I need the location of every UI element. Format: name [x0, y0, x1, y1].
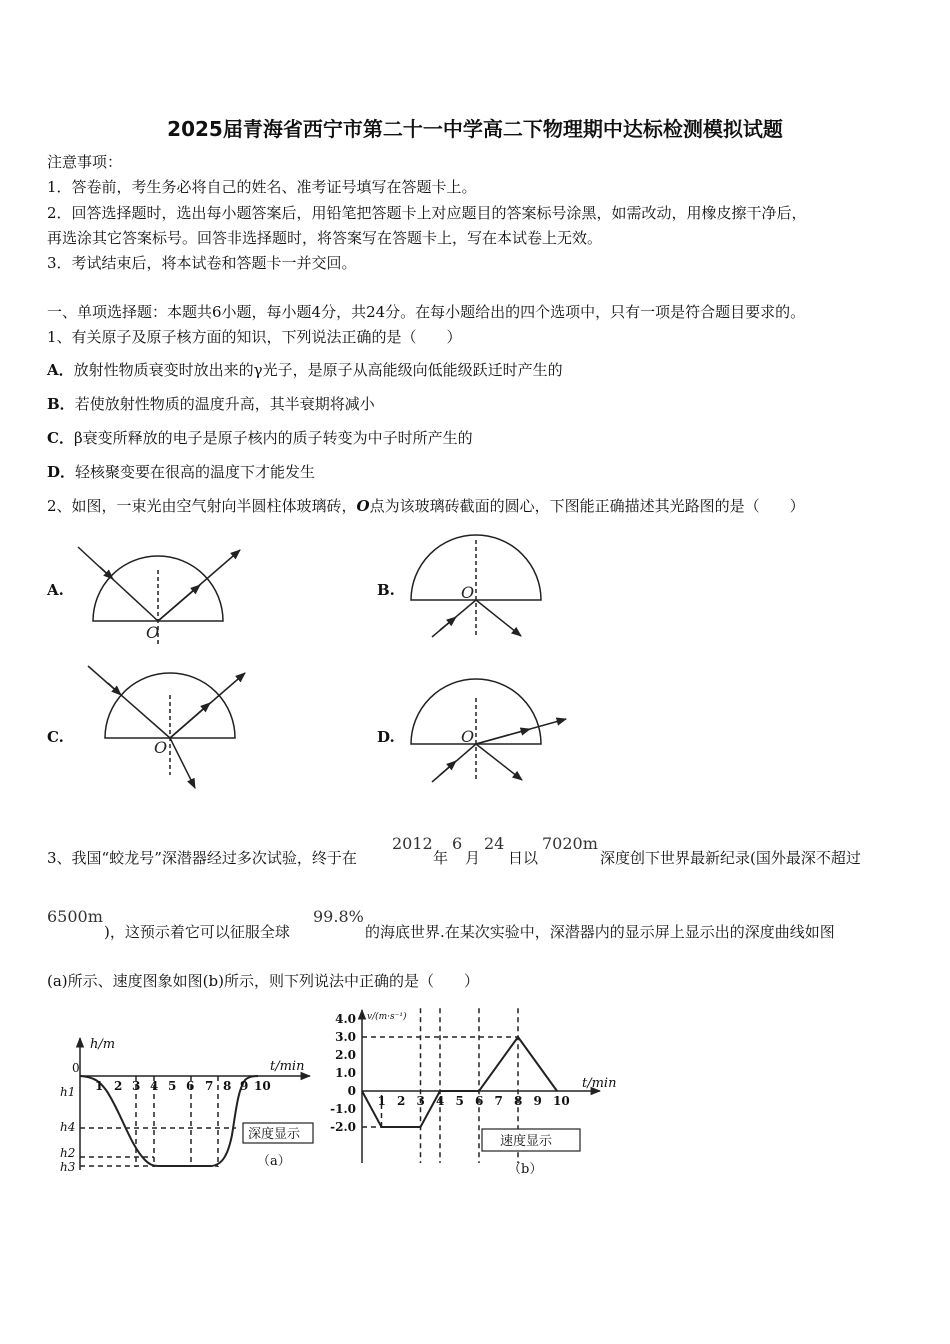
- x-tick: 4: [150, 1079, 159, 1093]
- x-tick-labels: [95, 1079, 271, 1093]
- option-label: C．: [47, 429, 74, 447]
- y-axis-label: v/(m·s⁻¹): [367, 1012, 407, 1022]
- y-tick: h3: [60, 1160, 76, 1174]
- diagram-c: [88, 666, 245, 788]
- q2-stem-o: O: [356, 497, 370, 515]
- velocity-curve: [362, 1037, 557, 1127]
- notice-item: 1．答卷前，考生务必将自己的姓名、准考证号填写在答题卡上。: [47, 178, 477, 196]
- x-tick: 2: [397, 1094, 406, 1108]
- q1-option-b: [47, 395, 375, 413]
- option-text: β衰变所释放的电子是原子核内的质子转变为中子时所产生的: [73, 429, 473, 447]
- q3-day: 24: [484, 834, 505, 853]
- q2-stem-pre: 2、如图，一束光由空气射向半圆柱体玻璃砖，: [47, 497, 357, 515]
- y-tick-labels: [60, 1085, 76, 1174]
- x-tick: 6: [475, 1094, 484, 1108]
- x-tick: 1: [377, 1094, 386, 1108]
- x-tick: 7: [205, 1079, 214, 1093]
- x-tick: 3: [132, 1079, 141, 1093]
- refracted-ray: [170, 738, 195, 788]
- option-label: A．: [47, 361, 74, 379]
- ray-arrow: [158, 585, 200, 621]
- ray-arrow: [440, 761, 456, 775]
- q3-year: 2012: [392, 834, 433, 853]
- page-title: 2025届青海省西宁市第二十一中学高二下物理期中达标检测模拟试题: [167, 117, 783, 141]
- y-tick-labels: [330, 1012, 356, 1134]
- option-text: 若使放射性物质的温度升高，其半衰期将减小: [74, 395, 375, 413]
- x-tick: 6: [186, 1079, 195, 1093]
- reflected-ray: [476, 744, 522, 780]
- q3-ri-yi: 日以: [508, 849, 539, 867]
- notice-item: 3．考试结束后，将本试卷和答题卡一并交回。: [47, 254, 357, 272]
- q3-yue: 月: [465, 849, 481, 867]
- x-tick: 1: [95, 1079, 104, 1093]
- q3-month: 6: [452, 834, 463, 853]
- diagram-b: [411, 535, 541, 637]
- q2-diagrams: [0, 530, 620, 800]
- q3-depth: 7020m: [542, 834, 598, 853]
- y-tick: h1: [60, 1085, 76, 1099]
- notice-heading: 注意事项：: [47, 153, 123, 171]
- chart-title: 深度显示: [248, 1127, 301, 1142]
- y-tick: 3.0: [335, 1030, 356, 1044]
- diagram-d: [411, 679, 566, 782]
- reflected-ray: [476, 600, 521, 636]
- y-tick: 2.0: [335, 1048, 356, 1062]
- x-tick: 9: [240, 1079, 249, 1093]
- q2-option-a-label: A.: [47, 581, 64, 599]
- q3-line1-pre: 3、我国“蛟龙号”深潜器经过多次试验，终于在: [47, 849, 357, 867]
- y-tick: h2: [60, 1146, 76, 1160]
- notice-item: 2．回答选择题时，选出每小题答案后，用铅笔把答题卡上对应题目的答案标号涂黑，如需改动，用橡皮擦干净后，: [47, 204, 807, 222]
- notice-item: 再选涂其它答案标号。回答非选择题时，将答案写在答题卡上，写在本试卷上无效。: [47, 229, 603, 247]
- depth-chart: [50, 1030, 320, 1180]
- chart-title: 速度显示: [500, 1134, 553, 1149]
- x-tick: 2: [114, 1079, 123, 1093]
- q2-option-b-label: B.: [377, 581, 395, 599]
- x-tick: 5: [168, 1079, 177, 1093]
- center-label: O: [146, 623, 160, 642]
- q3-depth2: 6500m: [47, 907, 103, 926]
- x-tick: 7: [494, 1094, 503, 1108]
- y-tick: -2.0: [330, 1120, 356, 1134]
- q1-option-d: [47, 463, 315, 481]
- x-tick: 3: [416, 1094, 425, 1108]
- y-tick: -1.0: [330, 1102, 356, 1116]
- option-label: D．: [47, 463, 76, 481]
- incident-ray: [78, 547, 158, 621]
- chart-caption: （a）: [257, 1154, 291, 1169]
- x-tick-labels: [378, 1094, 570, 1108]
- x-axis-label: t/min: [582, 1076, 617, 1091]
- center-label: O: [461, 583, 475, 602]
- q1-option-a: [47, 361, 563, 379]
- q2-stem-post: 点为该玻璃砖截面的圆心，下图能正确描述其光路图的是（ ）: [369, 497, 805, 515]
- q2-stem: [47, 497, 805, 515]
- q1-option-c: [47, 429, 473, 447]
- q2-option-d-label: D.: [377, 728, 395, 746]
- center-label: O: [461, 727, 475, 746]
- ray-arrow: [108, 683, 121, 695]
- x-tick: 10: [553, 1094, 570, 1108]
- ray-arrow: [170, 703, 210, 738]
- y-axis-label: h/m: [90, 1037, 116, 1052]
- incident-ray: [88, 666, 170, 738]
- option-label: B．: [47, 395, 75, 413]
- y-tick: h4: [60, 1120, 76, 1134]
- q3-percent: 99.8%: [313, 907, 364, 926]
- y-tick: 4.0: [335, 1012, 356, 1026]
- center-label: O: [154, 738, 168, 757]
- q3-nian: 年: [433, 849, 449, 867]
- x-tick: 10: [254, 1079, 271, 1093]
- velocity-chart: [320, 1005, 640, 1180]
- y-tick: 1.0: [335, 1066, 356, 1080]
- origin-label: 0: [72, 1061, 80, 1075]
- q3-line2-mid: )，这预示着它可以征服全球: [104, 923, 290, 941]
- ray-arrow: [476, 729, 530, 744]
- option-text: 放射性物质衰变时放出来的γ光子，是原子从高能级向低能级跃迁时产生的: [73, 361, 563, 379]
- q3-line1-post: 深度创下世界最新纪录(国外最深不超过: [600, 849, 861, 867]
- x-tick: 8: [514, 1094, 523, 1108]
- q3-line3: (a)所示、速度图象如图(b)所示，则下列说法中正确的是（ ）: [47, 972, 479, 990]
- q2-option-c-label: C.: [47, 728, 64, 746]
- x-tick: 4: [436, 1094, 445, 1108]
- ray-arrow: [440, 617, 456, 630]
- diagram-a: [78, 547, 240, 645]
- option-text: 轻核聚变要在很高的温度下才能发生: [75, 463, 316, 481]
- x-tick: 9: [533, 1094, 542, 1108]
- x-tick: 5: [455, 1094, 464, 1108]
- q3-line2-post: 的海底世界.在某次实验中，深潜器内的显示屏上显示出的深度曲线如图: [365, 923, 835, 941]
- q1-stem: 1、有关原子及原子核方面的知识，下列说法正确的是（ ）: [47, 328, 462, 346]
- section-heading: 一、单项选择题：本题共6小题，每小题4分，共24分。在每小题给出的四个选项中，只有一项是符合题目要求的。: [47, 303, 806, 321]
- ray-arrow: [100, 567, 113, 579]
- x-axis-label: t/min: [270, 1059, 305, 1074]
- semicircle: [93, 556, 223, 621]
- y-tick: 0: [347, 1084, 356, 1098]
- chart-caption: （b）: [508, 1162, 543, 1177]
- x-tick: 8: [223, 1079, 232, 1093]
